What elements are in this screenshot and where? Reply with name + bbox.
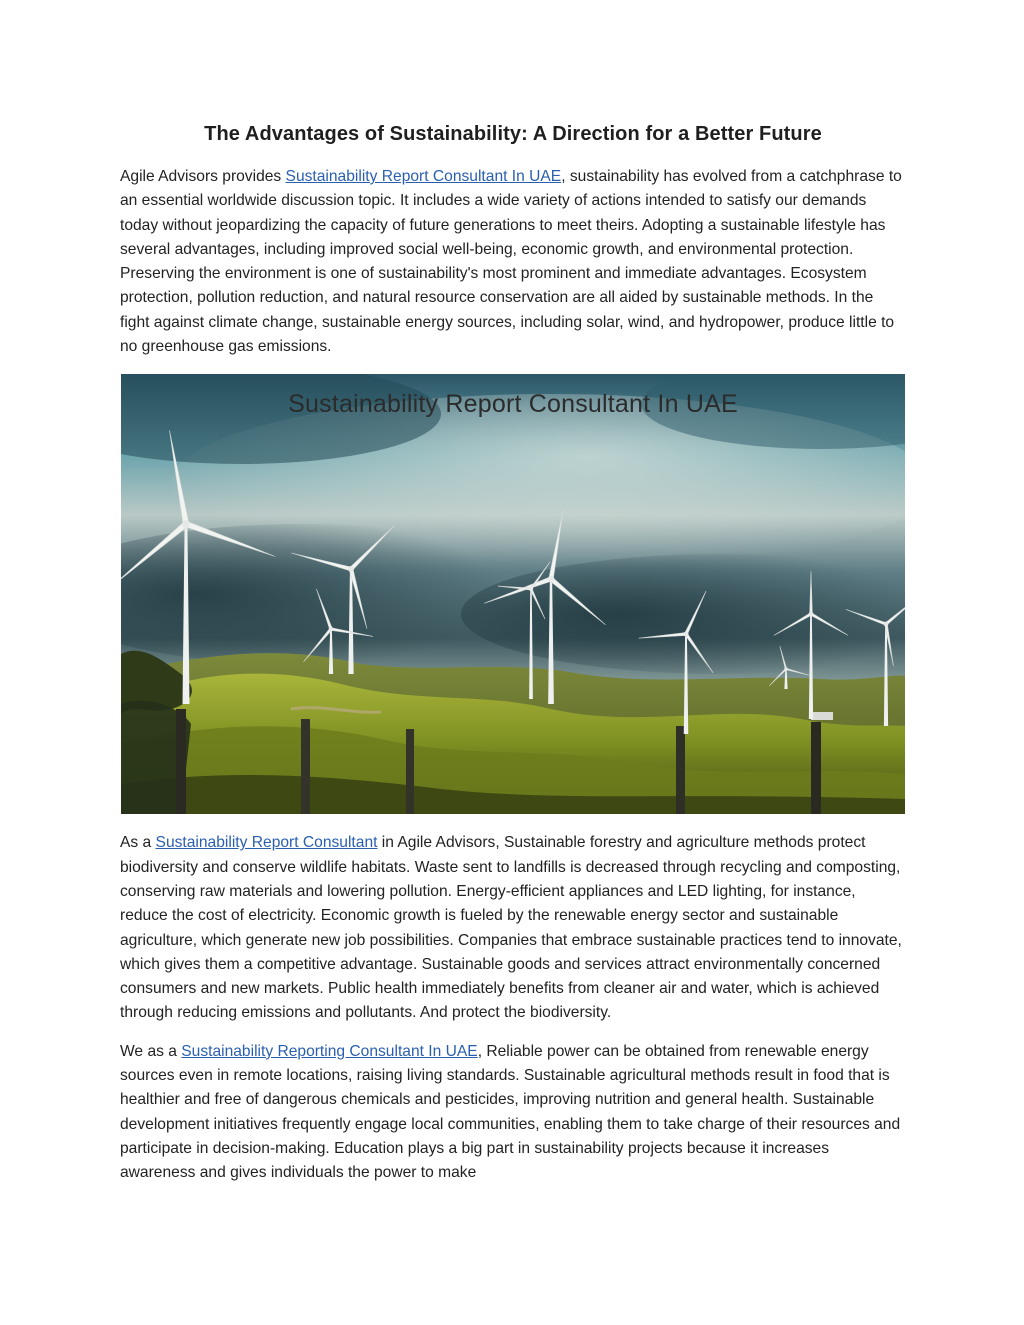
third-paragraph [120, 1040, 906, 1186]
wind-turbines-image [121, 374, 905, 814]
intro-paragraph [120, 165, 906, 359]
document-page [120, 120, 906, 1186]
sustainability-reporting-consultant-uae-link[interactable]: Sustainability Reporting Consultant In UAE [181, 1042, 478, 1060]
second-text-after-link: in Agile Advisors, Sustainable forestry and agriculture methods protect biodiversity and conserve wildlife habitats. Waste sent to landfills is decreased through recycling and composting, conserving raw materials and lowering pollution. Energy-efficient appliances and LED lighting, for instance, reduce the cost of electricity. Economic growth is fueled by the renewable energy sector and sustainable agriculture, which generate new job possibilities. Companies that embrace sustainable practices tend to innovate, which gives them a competitive advantage. Sustainable goods and services attract environmentally concerned consumers and new markets. Public health immediately benefits from cleaner air and water, which is achieved through reducing emissions and pollutants. And protect the biodiversity. [120, 834, 902, 1022]
image-caption: Sustainability Report Consultant In UAE [288, 390, 738, 419]
sustainability-report-consultant-uae-link[interactable]: Sustainability Report Consultant In UAE [285, 168, 562, 185]
document-title: The Advantages of Sustainability: A Direction for a Better Future [204, 123, 822, 145]
intro-text-before-link: Agile Advisors provides [120, 168, 286, 185]
third-text-after-link: , Reliable power can be obtained from renewable energy sources even in remote locations, raising living standards. Sustainable agricultural methods result in food that is healthier and free of dangerous chemicals and pesticides, improving nutrition and general health. Sustainable development initiatives frequently engage local communities, enabling them to take charge of their resources and participate in decision-making. Education plays a big part in sustainability projects because it increases awareness and gives individuals the power to make [120, 1042, 901, 1182]
third-text-before-link: We as a [120, 1042, 182, 1060]
second-text-before-link: As a [120, 834, 156, 852]
second-paragraph [120, 831, 906, 1025]
intro-text-after-link: , sustainability has evolved from a catchphrase to an essential worldwide discussion topic. It includes a wide variety of actions intended to satisfy our demands today without jeopardizing the capacity of future generations to meet theirs. Adopting a sustainable lifestyle has several advantages, including improved social well-being, economic growth, and environmental protection. Preserving the environment is one of sustainability's most prominent and immediate advantages. Ecosystem protection, pollution reduction, and natural resource conservation are all aided by sustainable methods. In the fight against climate change, sustainable energy sources, including solar, wind, and hydropower, produce little to no greenhouse gas emissions. [120, 168, 902, 356]
sustainability-report-consultant-link[interactable]: Sustainability Report Consultant [155, 834, 378, 852]
